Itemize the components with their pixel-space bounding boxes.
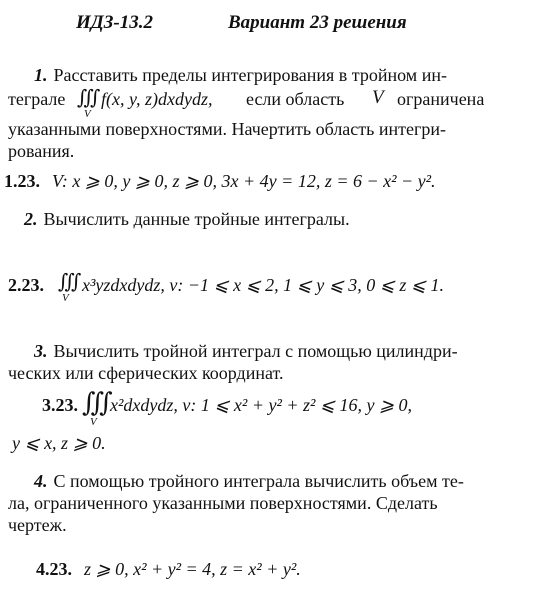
task3-line1	[34, 340, 492, 362]
task3-number: 3.	[34, 341, 48, 361]
task4-number: 4.	[34, 471, 48, 491]
task1-line2-end: ограничена	[397, 89, 485, 109]
triple-integral-icon: ∭	[82, 388, 104, 417]
item2-content: x³yzdxdydz, v: −1 ⩽ x ⩽ 2, 1 ⩽ y ⩽ 3, 0 ⩽ z ⩽ 1.	[82, 275, 444, 295]
item4-label: 4.23.	[36, 559, 72, 579]
task2-line	[24, 208, 350, 230]
triple-integral-icon: ∭	[58, 271, 75, 293]
item2-label: 2.23.	[8, 275, 44, 295]
item3-content: x²dxdydz, v: 1 ⩽ x² + y² + z² ⩽ 16, y ⩾ 0,	[110, 395, 413, 415]
task3-line2: ческих или сферических координат.	[8, 363, 284, 383]
item3-label: 3.23.	[42, 395, 78, 415]
item1-label: 1.23.	[4, 171, 40, 191]
triple-integral-icon: ∭	[77, 87, 94, 109]
task1-domain-var: V	[372, 87, 384, 108]
task4-line3: чертеж.	[8, 515, 67, 535]
item4-content: z ⩾ 0, x² + y² = 4, z = x² + y².	[84, 559, 301, 579]
task4-line2: ла, ограниченного указанными поверхностями. Сделать	[8, 493, 438, 513]
task1-line2-prefix: теграле	[8, 89, 66, 109]
variant-title: Вариант 23 решения	[228, 12, 407, 33]
task1-integrand: f(x, y, z)dxdydz,	[101, 89, 213, 109]
integral-domain-label: V	[62, 292, 69, 304]
task3-line1-text: Вычислить тройной интеграл с помощью цилиндри-	[53, 341, 458, 361]
item1-content: V: x ⩾ 0, y ⩾ 0, z ⩾ 0, 3x + 4y = 12, z = 6 − x² − y².	[52, 171, 436, 191]
integral-domain-label: V	[84, 108, 91, 120]
task1-number: 1.	[34, 65, 48, 85]
task1-line1	[34, 64, 492, 86]
task1-line1-text: Расставить пределы интегрирования в тройном ин-	[53, 65, 447, 85]
task2-text: Вычислить данные тройные интегралы.	[43, 209, 350, 229]
task1-line2-text: если область	[246, 89, 345, 109]
task4-line1	[34, 470, 492, 492]
task4-line1-text: С помощью тройного интеграла вычислить объем те-	[53, 471, 464, 491]
task2-number: 2.	[24, 209, 38, 229]
document-code: ИДЗ-13.2	[76, 12, 154, 33]
task1-line3: указанными поверхностями. Начертить область интегри-	[8, 119, 446, 139]
integral-domain-label: V	[90, 416, 97, 428]
task1-line4: рования.	[8, 141, 75, 161]
item3-content-line2: y ⩽ x, z ⩾ 0.	[12, 433, 106, 453]
